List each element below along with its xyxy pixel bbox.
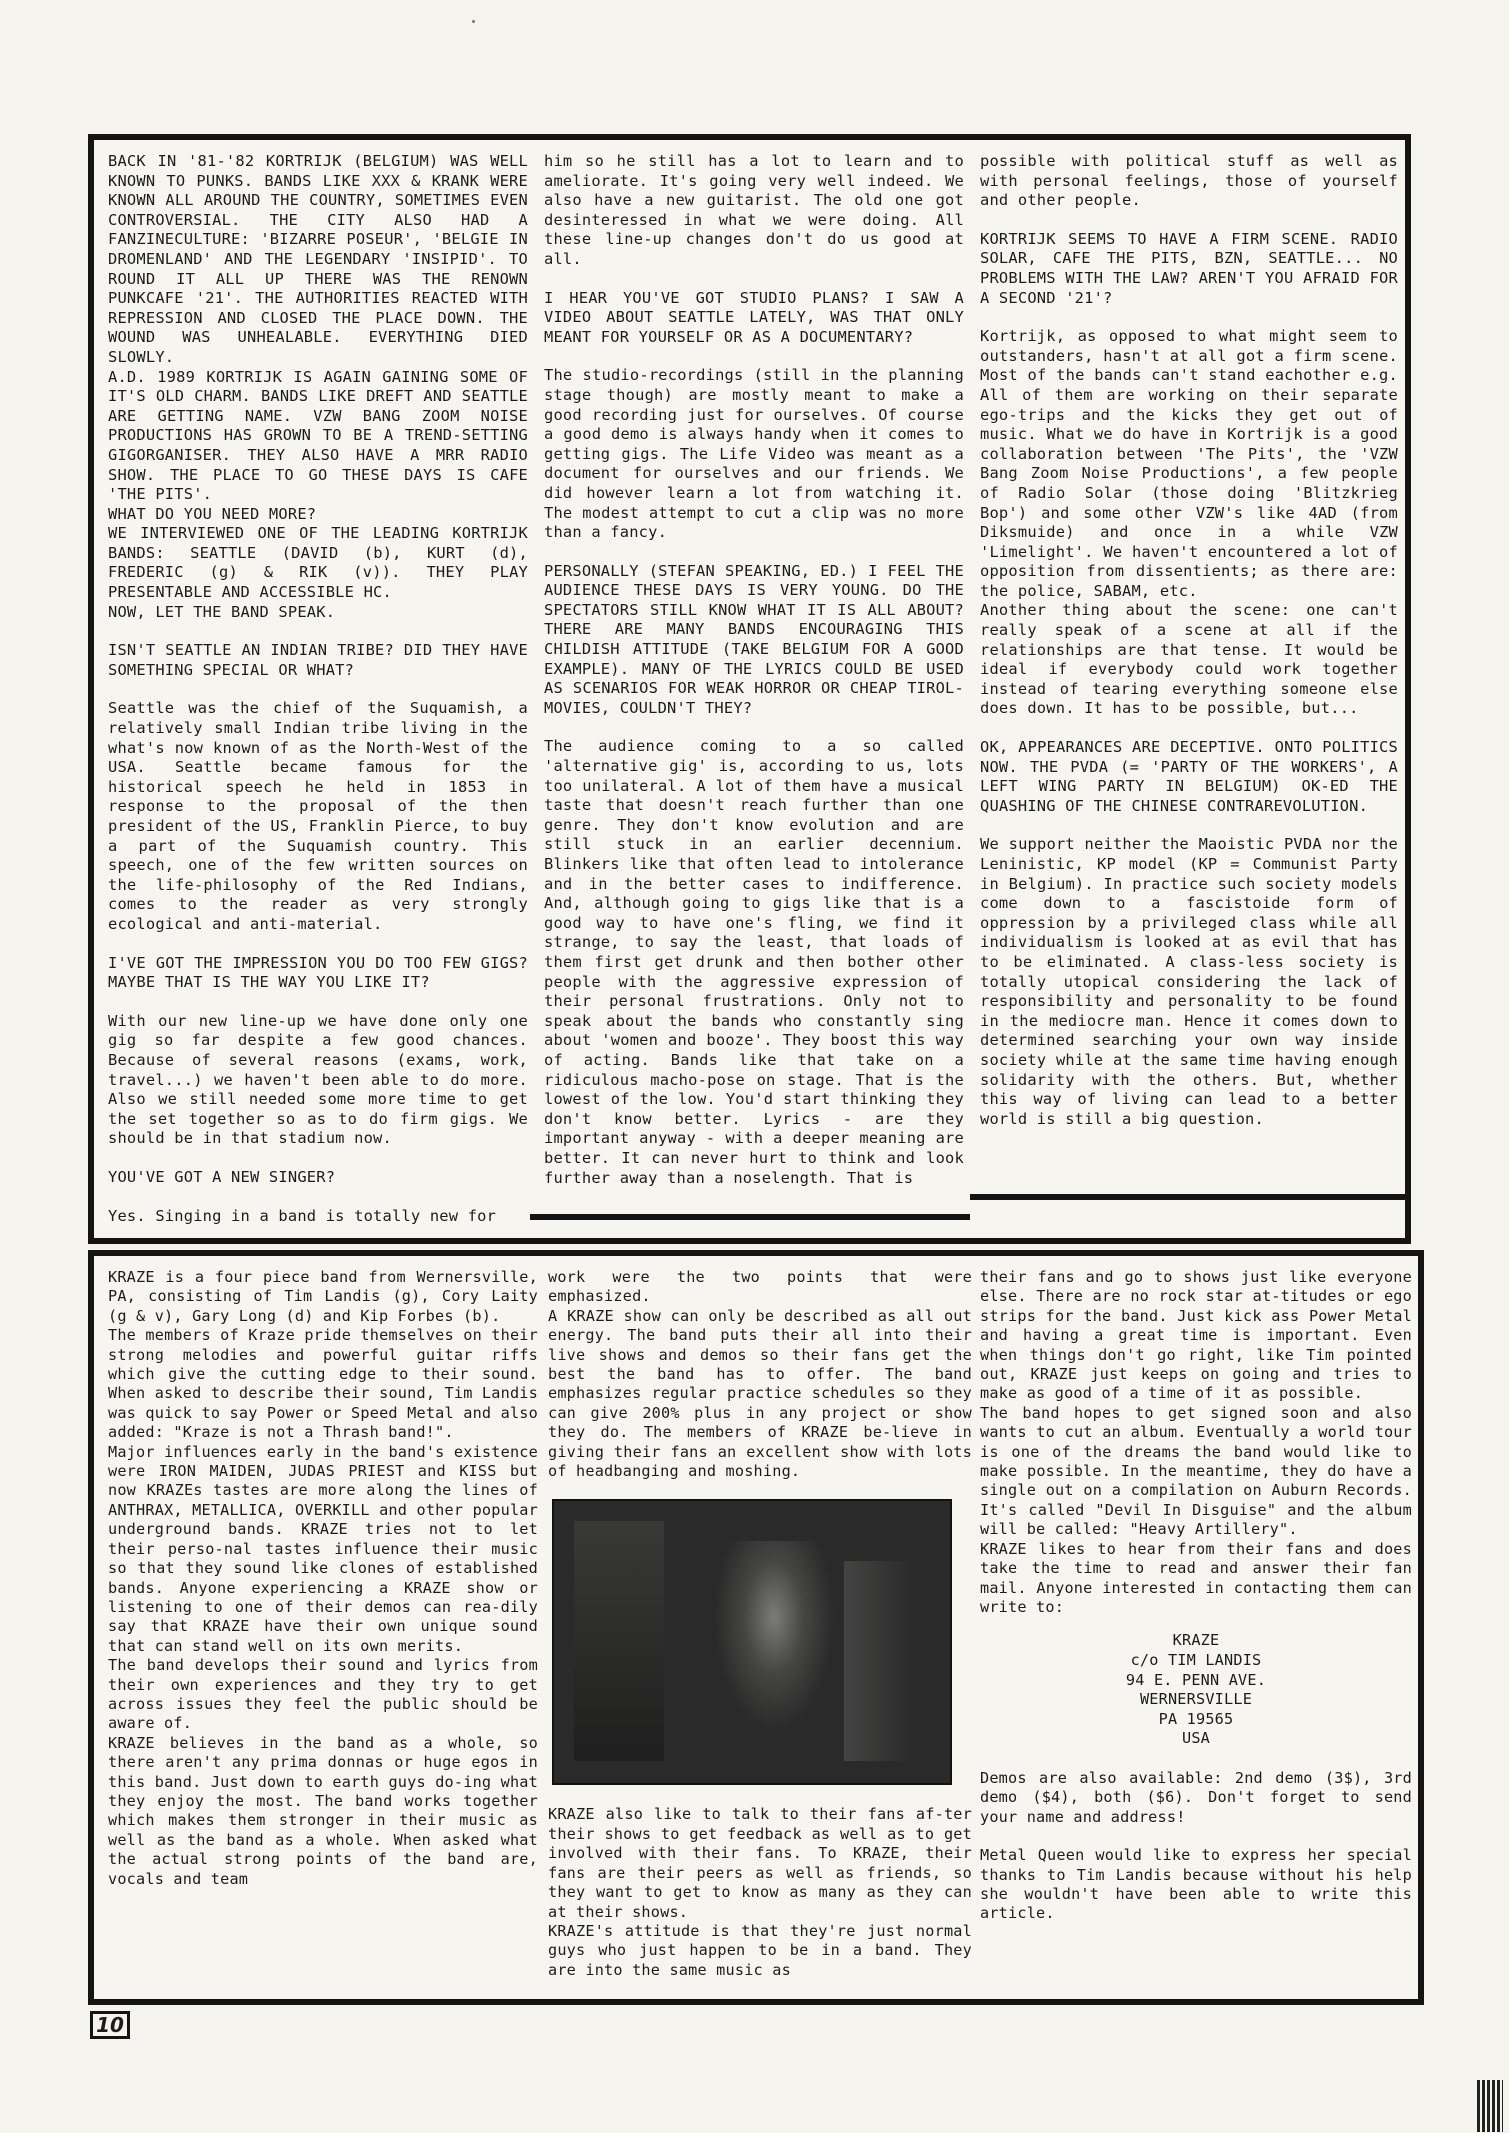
kraze-para: their fans and go to shows just like everyone else. There are no rock star at-titudes or ego strips for the band. Just kick ass Power Metal and having a great time is important. Even when things don't go right, like Tim pointed out, KRAZE just keeps on going and tries to make as good of a time of it as possible. [980,1268,1422,1403]
address-line: USA [1181,1729,1211,1748]
kraze-para: Metal Queen would like to express her special thanks to Tim Landis because without his help she wouldn't have been able to write this article. [980,1846,1422,1923]
address-line: 94 E. PENN AVE. [1125,1670,1267,1689]
seattle-interview-box [88,134,1411,1244]
kraze-para: KRAZE's attitude is that they're just normal guys who just happen to be in a band. They are into the same music as [548,1921,982,1979]
seattle-column-3 [980,152,1408,1232]
question-2: I'VE GOT THE IMPRESSION YOU DO TOO FEW GIGS? MAYBE THAT IS THE WAY YOU LIKE IT? [108,953,538,992]
question-1: ISN'T SEATTLE AN INDIAN TRIBE? DID THEY HAVE SOMETHING SPECIAL OR WHAT? [108,641,538,679]
kraze-para: Major influences early in the band's existence were IRON MAIDEN, JUDAS PRIEST and KISS but now KRAZEs tastes are more along the lines of ANTHRAX, METALLICA, OVERKILL and other popular underground bands. KRAZE tries not to let their perso-nal tastes influence their music so that they sound like clones of established bands. Anyone experiencing a KRAZE show or listening to one of their demos can rea-dily say that KRAZE have their own unique sound that can stand well on its own merits. [108,1442,548,1655]
answer-7: We support neither the Maoistic PVDA nor the Leninistic, KP model (KP = Communist Party in Belgium). In practice such society models come down to a fascistoide form of oppression by a privileged class while all individualism is looked at as evil that has to be eliminated. A class-less society is totally utopical considering the lack of responsibility and personality to be found in the mediocre man. Hence it comes down to determined searching your own way inside society while at the same time having enough solidarity with the others. But, whether this way of living can lead to a better world is still a big question. [980,835,1408,1128]
kraze-para: The band hopes to get signed soon and also wants to cut an album. Eventually a world tour is one of the dreams the band would like to make possible. In the meantime, they do have a single out on a compilation on Auburn Records. It's called "Devil In Disguise" and the album will be called: "Heavy Artillery". [980,1403,1422,1539]
page-number: 10 [90,2011,130,2039]
answer-5: The audience coming to a so called 'alternative gig' is, according to us, lots too unilateral. A lot of them have a musical taste that doesn't reach further than one genre. They don't know evolution and are still stuck in an earlier decennium. Blinkers like that often lead to intolerance and in the better cases to indifference. And, although going to gigs like that is a good way to have one's fling, we find it strange, to say the least, that loads of them first get drunk and then bother other people with the aggressive expression of their personal frustrations. Only not to speak about the bands who constantly sing about 'women and booze'. They boost this way of acting. Bands like that take on a ridiculous macho-pose on stage. That is the lowest of the low. You'd start thinking they don't know better. Lyrics - are they important anyway - with a deeper meaning are better. It can never hurt to think and look further away than a noselength. That is [544,737,974,1187]
question-6: KORTRIJK SEEMS TO HAVE A FIRM SCENE. RADIO SOLAR, CAFE THE PITS, BZN, SEATTLE... NO PROBLEMS WITH THE LAW? AREN'T YOU AFRAID FOR A SECOND '21'? [980,229,1408,307]
answer-3-cont: him so he still has a lot to learn and to ameliorate. It's going very well indeed. We also have a new guitarist. The old one got desinteressed in what we were doing. All these line-up changes don't do us good at all. [544,152,974,268]
answer-5-cont: possible with political stuff as well as with personal feelings, those of yourself and other people. [980,152,1408,210]
kraze-para: The members of Kraze pride themselves on their strong melodies and powerful guitar riffs which give the cutting edge to their sound. When asked to describe their sound, Tim Landis was quick to say Power or Speed Metal and also added: "Kraze is not a Thrash band!". [108,1326,548,1442]
paper-speck [472,20,475,23]
question-7: OK, APPEARANCES ARE DECEPTIVE. ONTO POLITICS NOW. THE PVDA (= 'PARTY OF THE WORKERS', A LEFT WING PARTY IN BELGIUM) OK-ED THE QUASHING OF THE CHINESE CONTRAREVOLUTION. [980,738,1408,815]
intro-paragraph: BACK IN '81-'82 KORTRIJK (BELGIUM) WAS WELL KNOWN TO PUNKS. BANDS LIKE XXX & KRANK WERE KNOWN ALL AROUND THE COUNTRY, SOMETIMES EVEN CONTROVERSIAL. THE CITY ALSO HAD A FANZINECULTURE: 'BIZARRE POSEUR', 'BELGIE IN DROMENLAND' AND THE LEGENDARY 'INSIPID'. TO ROUND IT ALL UP THERE WAS THE RENOWN PUNKCAFE '21'. THE AUTHORITIES REACTED WITH REPRESSION AND CLOSED THE PLACE DOWN. THE WOUND WAS UNHEALABLE. EVERYTHING DIED SLOWLY. A.D. 1989 KORTRIJK IS AGAIN GAINING SOME OF IT'S OLD CHARM. BANDS LIKE DREFT AND SEATTLE ARE GETTING NAME. VZW BANG ZOOM NOISE PRODUCTIONS HAS GROWN TO BE A TREND-SETTING GIGORGANISER. THEY ALSO HAVE A MRR RADIO SHOW. THE PLACE TO GO THESE DAYS IS CAFE 'THE PITS'. WHAT DO YOU NEED MORE? WE INTERVIEWED ONE OF THE LEADING KORTRIJK BANDS: SEATTLE (DAVID (b), KURT (d), FREDERIC (g) & RIK (v)). THEY PLAY PRESENTABLE AND ACCESSIBLE HC. NOW, LET THE BAND SPEAK. [108,152,528,621]
kraze-para: A KRAZE show can only be described as all out energy. The band puts their all into their live shows and demos so their fans get the best the band has to offer. The band emphasizes regular practice schedules so they can give 200% plus in any project or show they do. The members of KRAZE be-lieve in giving their fans an excellent show with lots of headbanging and moshing. [548,1306,982,1481]
answer-4: The studio-recordings (still in the planning stage though) are mostly meant to make a good recording just for ourselves. Of course a good demo is always handy when it comes to getting gigs. The Life Video was meant as a document for ourselves and our friends. We did however learn a lot from watching it. The modest attempt to cut a clip was no more than a fancy. [544,366,974,542]
address-line: c/o TIM LANDIS [1130,1650,1262,1669]
kraze-para: Demos are also available: 2nd demo (3$), 3rd demo ($4), both ($6). Don't forget to send your name and address! [980,1768,1422,1826]
band-photo [552,1499,952,1785]
contact-address [980,1631,1412,1749]
kraze-para: The band develops their sound and lyrics from their own experiences and they try to get across issues they feel the public should be aware of. [108,1656,548,1733]
question-4: I HEAR YOU'VE GOT STUDIO PLANS? I SAW A VIDEO ABOUT SEATTLE LATELY, WAS THAT ONLY MEANT FOR YOURSELF OR AS A DOCUMENTARY? [544,288,974,346]
answer-2: With our new line-up we have done only one gig so far despite a few good chances. Because of several reasons (exams, work, travel...) we haven't been able to do more. Also we still needed some more time to get the set together so as to do firm gigs. We should be in that stadium now. [108,1011,538,1148]
kraze-article-box [88,1250,1424,2005]
column-rule [530,1214,970,1220]
question-5: PERSONALLY (STEFAN SPEAKING, ED.) I FEEL THE AUDIENCE THESE DAYS IS VERY YOUNG. DO THE SPECTATORS STILL KNOW WHAT IT IS ALL ABOUT? THERE ARE MANY BANDS ENCOURAGING THIS CHILDISH ATTITUDE (TAKE BELGIUM FOR A GOOD EXAMPLE). MANY OF THE LYRICS COULD BE USED AS SCENARIOS FOR WEAK HORROR OR CHEAP TIROL-MOVIES, COULDN'T THEY? [544,561,974,717]
address-line: KRAZE [1172,1631,1220,1650]
kraze-para: KRAZE believes in the band as a whole, so there aren't any prima donnas or huge egos in this band. Just down to earth guys do-ing what they enjoy the most. The band works together which makes them stronger in their music as well as the band as a whole. When asked what the actual strong points of the band are, vocals and team [108,1733,548,1888]
column-rule [970,1194,1406,1200]
address-line: PA 19565 [1158,1709,1234,1728]
answer-6: Kortrijk, as opposed to what might seem to outstanders, hasn't at all got a firm scene. Most of the bands can't stand eachother e.g. All of them are working on their separate ego-trips and the kicks they get out of music. What we do have in Kortrijk is a good collaboration between 'The Pits', the 'VZW Bang Zoom Noise Productions', a few people of Radio Solar (those doing 'Blitzkrieg Bop') and some other VZW's like 4AD (from Diksmuide) and once in a while VZW 'Limelight'. We haven't encountered a lot of opposition from dissentients; as there are: the police, SABAM, etc. Another thing about the scene: one can't really speak of a scene at all if the relationships are that tense. It would be ideal if everybody could work together instead of tearing everything someone else does down. It has to be possible, but... [980,327,1398,718]
question-3: YOU'VE GOT A NEW SINGER? [108,1167,336,1186]
kraze-column-2 [548,1268,982,1998]
answer-1: Seattle was the chief of the Suquamish, a relatively small Indian tribe living in the what's now known of as the North-West of the USA. Seattle became famous for the historical speech he held in 1853 in response to the proposal of the then president of the US, Franklin Pierce, to buy a part of the Suquamish country. This speech, one of the few written sources on the life-philosophy of the Red Indians, comes to the reader as very strongly ecological and anti-material. [108,699,538,933]
address-line: WERNERSVILLE [1139,1690,1253,1709]
kraze-para: KRAZE is a four piece band from Wernersville, PA, consisting of Tim Landis (g), Cory Laity (g & v), Gary Long (d) and Kip Forbes (b). [108,1268,548,1325]
kraze-para: KRAZE also like to talk to their fans af-ter their shows to get feedback as well as to get involved with their fans. To KRAZE, their fans are their peers as well as friends, so they want to get to know as many as they can at their shows. [548,1805,982,1921]
seattle-column-1 [108,152,538,1232]
kraze-para: work were the two points that were emphasized. [548,1268,982,1306]
scan-edge-mark [1477,2080,1503,2132]
answer-3-start: Yes. Singing in a band is totally new for [108,1206,497,1225]
kraze-column-3 [980,1268,1422,1998]
kraze-column-1 [108,1268,548,1998]
seattle-column-2 [544,152,974,1232]
kraze-para: KRAZE likes to hear from their fans and does take the time to read and answer their fan mail. Anyone interested in contacting them can write to: [980,1539,1422,1616]
